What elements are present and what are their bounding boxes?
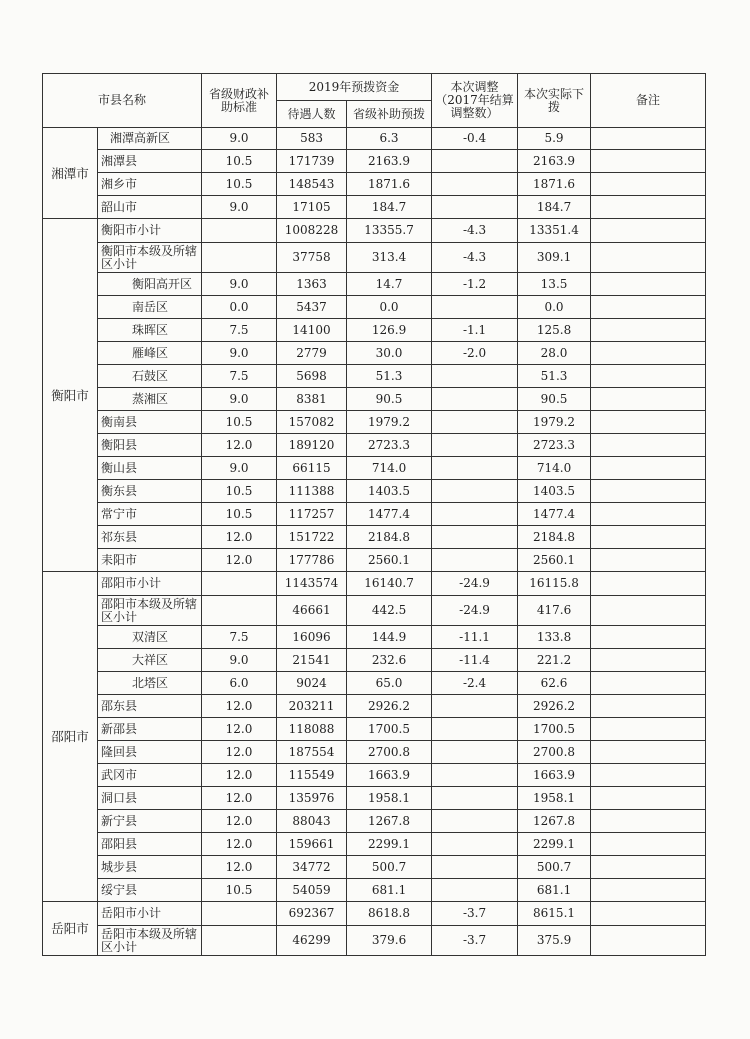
subsidy-cell: 2723.3	[347, 434, 432, 457]
people-cell: 1008228	[277, 219, 347, 243]
header-prefund: 2019年预拨资金	[277, 74, 432, 101]
note-cell	[591, 764, 706, 787]
table-row	[43, 810, 706, 833]
subsidy-cell: 90.5	[347, 388, 432, 411]
adjust-cell: -11.4	[432, 649, 518, 672]
people-cell: 159661	[277, 833, 347, 856]
table-row	[43, 434, 706, 457]
note-cell	[591, 833, 706, 856]
adjust-cell	[432, 434, 518, 457]
county-name-cell: 邵阳县	[98, 833, 202, 856]
adjust-cell	[432, 480, 518, 503]
people-cell: 1363	[277, 273, 347, 296]
people-cell: 583	[277, 128, 347, 150]
county-name-cell: 新邵县	[98, 718, 202, 741]
adjust-cell	[432, 833, 518, 856]
table-row	[43, 741, 706, 764]
county-name-cell: 隆回县	[98, 741, 202, 764]
actual-cell: 309.1	[518, 243, 591, 273]
people-cell: 16096	[277, 626, 347, 649]
table-row	[43, 365, 706, 388]
note-cell	[591, 219, 706, 243]
table-row	[43, 626, 706, 649]
table-row	[43, 243, 706, 273]
standard-cell: 12.0	[202, 833, 277, 856]
people-cell: 1143574	[277, 572, 347, 596]
table-row	[43, 342, 706, 365]
adjust-cell: -4.3	[432, 243, 518, 273]
subsidy-cell: 500.7	[347, 856, 432, 879]
standard-cell	[202, 572, 277, 596]
county-name-cell: 衡山县	[98, 457, 202, 480]
subsidy-cell: 2926.2	[347, 695, 432, 718]
standard-cell: 6.0	[202, 672, 277, 695]
adjust-cell: -2.4	[432, 672, 518, 695]
table-row	[43, 273, 706, 296]
standard-cell: 10.5	[202, 879, 277, 902]
subsidy-cell: 126.9	[347, 319, 432, 342]
subsidy-cell: 313.4	[347, 243, 432, 273]
people-cell: 46299	[277, 926, 347, 956]
table-row	[43, 411, 706, 434]
actual-cell: 1403.5	[518, 480, 591, 503]
adjust-cell	[432, 411, 518, 434]
actual-cell: 221.2	[518, 649, 591, 672]
actual-cell: 2184.8	[518, 526, 591, 549]
subsidy-cell: 2700.8	[347, 741, 432, 764]
subsidy-cell: 714.0	[347, 457, 432, 480]
people-cell: 148543	[277, 173, 347, 196]
note-cell	[591, 173, 706, 196]
note-cell	[591, 342, 706, 365]
subsidy-cell: 0.0	[347, 296, 432, 319]
adjust-cell	[432, 365, 518, 388]
note-cell	[591, 457, 706, 480]
note-cell	[591, 810, 706, 833]
county-name-cell: 衡东县	[98, 480, 202, 503]
adjust-cell: -11.1	[432, 626, 518, 649]
standard-cell: 12.0	[202, 695, 277, 718]
standard-cell: 12.0	[202, 764, 277, 787]
people-cell: 46661	[277, 596, 347, 626]
subsidy-cell: 30.0	[347, 342, 432, 365]
subsidy-cell: 379.6	[347, 926, 432, 956]
subsidy-cell: 184.7	[347, 196, 432, 219]
header-standard: 省级财政补助标准	[202, 74, 277, 128]
header-adjust: 本次调整（2017年结算调整数）	[432, 74, 518, 128]
note-cell	[591, 388, 706, 411]
funding-table	[42, 73, 706, 956]
table-row	[43, 219, 706, 243]
note-cell	[591, 718, 706, 741]
county-name-cell: 岳阳市本级及所辖区小计	[98, 926, 202, 956]
county-name-cell: 北塔区	[98, 672, 202, 695]
actual-cell: 62.6	[518, 672, 591, 695]
subsidy-cell: 144.9	[347, 626, 432, 649]
actual-cell: 5.9	[518, 128, 591, 150]
people-cell: 14100	[277, 319, 347, 342]
people-cell: 5698	[277, 365, 347, 388]
people-cell: 115549	[277, 764, 347, 787]
adjust-cell: -3.7	[432, 926, 518, 956]
actual-cell: 1700.5	[518, 718, 591, 741]
county-name-cell: 武冈市	[98, 764, 202, 787]
note-cell	[591, 503, 706, 526]
county-name-cell: 大祥区	[98, 649, 202, 672]
county-name-cell: 珠晖区	[98, 319, 202, 342]
county-name-cell: 湘乡市	[98, 173, 202, 196]
adjust-cell	[432, 549, 518, 572]
note-cell	[591, 150, 706, 173]
actual-cell: 417.6	[518, 596, 591, 626]
table-row	[43, 388, 706, 411]
actual-cell: 16115.8	[518, 572, 591, 596]
subsidy-cell: 1958.1	[347, 787, 432, 810]
note-cell	[591, 879, 706, 902]
table-row	[43, 926, 706, 956]
actual-cell: 2926.2	[518, 695, 591, 718]
adjust-cell	[432, 718, 518, 741]
subsidy-cell: 1663.9	[347, 764, 432, 787]
note-cell	[591, 365, 706, 388]
standard-cell: 12.0	[202, 526, 277, 549]
note-cell	[591, 695, 706, 718]
actual-cell: 500.7	[518, 856, 591, 879]
standard-cell: 12.0	[202, 741, 277, 764]
note-cell	[591, 319, 706, 342]
actual-cell: 0.0	[518, 296, 591, 319]
standard-cell: 10.5	[202, 480, 277, 503]
note-cell	[591, 273, 706, 296]
county-name-cell: 祁东县	[98, 526, 202, 549]
standard-cell: 12.0	[202, 856, 277, 879]
adjust-cell	[432, 695, 518, 718]
actual-cell: 1267.8	[518, 810, 591, 833]
standard-cell: 0.0	[202, 296, 277, 319]
adjust-cell	[432, 150, 518, 173]
subsidy-cell: 1267.8	[347, 810, 432, 833]
table-row	[43, 526, 706, 549]
county-name-cell: 洞口县	[98, 787, 202, 810]
table-row	[43, 128, 706, 150]
table-row	[43, 572, 706, 596]
county-name-cell: 湘潭高新区	[98, 128, 202, 150]
subsidy-cell: 14.7	[347, 273, 432, 296]
actual-cell: 8615.1	[518, 902, 591, 926]
table-row	[43, 833, 706, 856]
standard-cell: 10.5	[202, 411, 277, 434]
adjust-cell	[432, 741, 518, 764]
actual-cell: 2700.8	[518, 741, 591, 764]
people-cell: 21541	[277, 649, 347, 672]
actual-cell: 13351.4	[518, 219, 591, 243]
header-note: 备注	[591, 74, 706, 128]
table-row	[43, 457, 706, 480]
actual-cell: 2163.9	[518, 150, 591, 173]
subsidy-cell: 442.5	[347, 596, 432, 626]
county-name-cell: 常宁市	[98, 503, 202, 526]
standard-cell	[202, 596, 277, 626]
actual-cell: 184.7	[518, 196, 591, 219]
people-cell: 8381	[277, 388, 347, 411]
subsidy-cell: 232.6	[347, 649, 432, 672]
actual-cell: 2560.1	[518, 549, 591, 572]
county-name-cell: 邵阳市本级及所辖区小计	[98, 596, 202, 626]
actual-cell: 28.0	[518, 342, 591, 365]
people-cell: 5437	[277, 296, 347, 319]
table-row	[43, 319, 706, 342]
table-row	[43, 649, 706, 672]
actual-cell: 1663.9	[518, 764, 591, 787]
standard-cell: 9.0	[202, 273, 277, 296]
actual-cell: 90.5	[518, 388, 591, 411]
adjust-cell: -24.9	[432, 596, 518, 626]
county-name-cell: 城步县	[98, 856, 202, 879]
standard-cell: 12.0	[202, 787, 277, 810]
standard-cell: 10.5	[202, 503, 277, 526]
actual-cell: 133.8	[518, 626, 591, 649]
people-cell: 157082	[277, 411, 347, 434]
standard-cell: 12.0	[202, 434, 277, 457]
note-cell	[591, 902, 706, 926]
city-cell: 湘潭市	[43, 128, 98, 219]
adjust-cell	[432, 196, 518, 219]
standard-cell: 9.0	[202, 342, 277, 365]
table-row	[43, 150, 706, 173]
people-cell: 151722	[277, 526, 347, 549]
table-row	[43, 480, 706, 503]
county-name-cell: 衡南县	[98, 411, 202, 434]
standard-cell: 9.0	[202, 457, 277, 480]
people-cell: 118088	[277, 718, 347, 741]
county-name-cell: 邵阳市小计	[98, 572, 202, 596]
adjust-cell	[432, 526, 518, 549]
people-cell: 9024	[277, 672, 347, 695]
adjust-cell: -1.1	[432, 319, 518, 342]
people-cell: 135976	[277, 787, 347, 810]
table-body	[43, 128, 706, 956]
county-name-cell: 雁峰区	[98, 342, 202, 365]
people-cell: 37758	[277, 243, 347, 273]
county-name-cell: 耒阳市	[98, 549, 202, 572]
people-cell: 177786	[277, 549, 347, 572]
people-cell: 66115	[277, 457, 347, 480]
people-cell: 54059	[277, 879, 347, 902]
table-row	[43, 196, 706, 219]
county-name-cell: 衡阳市小计	[98, 219, 202, 243]
table-row	[43, 764, 706, 787]
note-cell	[591, 596, 706, 626]
table-row	[43, 718, 706, 741]
adjust-cell	[432, 296, 518, 319]
actual-cell: 51.3	[518, 365, 591, 388]
adjust-cell	[432, 856, 518, 879]
city-cell: 衡阳市	[43, 219, 98, 572]
note-cell	[591, 196, 706, 219]
standard-cell: 9.0	[202, 649, 277, 672]
note-cell	[591, 787, 706, 810]
note-cell	[591, 572, 706, 596]
county-name-cell: 南岳区	[98, 296, 202, 319]
note-cell	[591, 243, 706, 273]
adjust-cell: -2.0	[432, 342, 518, 365]
people-cell: 117257	[277, 503, 347, 526]
actual-cell: 13.5	[518, 273, 591, 296]
people-cell: 187554	[277, 741, 347, 764]
people-cell: 34772	[277, 856, 347, 879]
note-cell	[591, 549, 706, 572]
county-name-cell: 石鼓区	[98, 365, 202, 388]
table-row	[43, 596, 706, 626]
people-cell: 692367	[277, 902, 347, 926]
note-cell	[591, 649, 706, 672]
actual-cell: 1979.2	[518, 411, 591, 434]
standard-cell	[202, 219, 277, 243]
note-cell	[591, 856, 706, 879]
county-name-cell: 双清区	[98, 626, 202, 649]
adjust-cell	[432, 879, 518, 902]
city-cell: 岳阳市	[43, 902, 98, 956]
subsidy-cell: 1403.5	[347, 480, 432, 503]
people-cell: 203211	[277, 695, 347, 718]
subsidy-cell: 8618.8	[347, 902, 432, 926]
standard-cell: 7.5	[202, 365, 277, 388]
standard-cell	[202, 243, 277, 273]
subsidy-cell: 65.0	[347, 672, 432, 695]
subsidy-cell: 16140.7	[347, 572, 432, 596]
actual-cell: 125.8	[518, 319, 591, 342]
subsidy-cell: 1979.2	[347, 411, 432, 434]
actual-cell: 1477.4	[518, 503, 591, 526]
people-cell: 17105	[277, 196, 347, 219]
subsidy-cell: 13355.7	[347, 219, 432, 243]
adjust-cell	[432, 764, 518, 787]
standard-cell: 9.0	[202, 128, 277, 150]
county-name-cell: 衡阳县	[98, 434, 202, 457]
people-cell: 88043	[277, 810, 347, 833]
actual-cell: 1958.1	[518, 787, 591, 810]
actual-cell: 681.1	[518, 879, 591, 902]
standard-cell: 7.5	[202, 319, 277, 342]
county-name-cell: 蒸湘区	[98, 388, 202, 411]
county-name-cell: 衡阳高开区	[98, 273, 202, 296]
table-row	[43, 549, 706, 572]
standard-cell: 9.0	[202, 388, 277, 411]
table-header	[43, 74, 706, 128]
subsidy-cell: 1700.5	[347, 718, 432, 741]
standard-cell	[202, 902, 277, 926]
county-name-cell: 韶山市	[98, 196, 202, 219]
standard-cell: 12.0	[202, 718, 277, 741]
county-name-cell: 邵东县	[98, 695, 202, 718]
table-row	[43, 856, 706, 879]
subsidy-cell: 6.3	[347, 128, 432, 150]
people-cell: 2779	[277, 342, 347, 365]
adjust-cell	[432, 810, 518, 833]
note-cell	[591, 526, 706, 549]
note-cell	[591, 411, 706, 434]
note-cell	[591, 672, 706, 695]
county-name-cell: 绥宁县	[98, 879, 202, 902]
adjust-cell: -1.2	[432, 273, 518, 296]
subsidy-cell: 2184.8	[347, 526, 432, 549]
note-cell	[591, 128, 706, 150]
subsidy-cell: 51.3	[347, 365, 432, 388]
actual-cell: 714.0	[518, 457, 591, 480]
table-row	[43, 695, 706, 718]
people-cell: 111388	[277, 480, 347, 503]
people-cell: 189120	[277, 434, 347, 457]
header-name: 市县名称	[43, 74, 202, 128]
table-row	[43, 672, 706, 695]
standard-cell: 12.0	[202, 810, 277, 833]
table-row	[43, 503, 706, 526]
adjust-cell: -24.9	[432, 572, 518, 596]
note-cell	[591, 434, 706, 457]
subsidy-cell: 2299.1	[347, 833, 432, 856]
county-name-cell: 岳阳市小计	[98, 902, 202, 926]
adjust-cell	[432, 787, 518, 810]
adjust-cell	[432, 173, 518, 196]
standard-cell	[202, 926, 277, 956]
county-name-cell: 湘潭县	[98, 150, 202, 173]
table-row	[43, 902, 706, 926]
adjust-cell	[432, 503, 518, 526]
table-row	[43, 787, 706, 810]
adjust-cell: -3.7	[432, 902, 518, 926]
subsidy-cell: 681.1	[347, 879, 432, 902]
subsidy-cell: 1871.6	[347, 173, 432, 196]
adjust-cell: -4.3	[432, 219, 518, 243]
header-subsidy: 省级补助预拨	[347, 101, 432, 128]
header-people: 待遇人数	[277, 101, 347, 128]
table-row	[43, 296, 706, 319]
adjust-cell: -0.4	[432, 128, 518, 150]
standard-cell: 12.0	[202, 549, 277, 572]
note-cell	[591, 480, 706, 503]
standard-cell: 10.5	[202, 150, 277, 173]
header-actual: 本次实际下拨	[518, 74, 591, 128]
actual-cell: 2299.1	[518, 833, 591, 856]
adjust-cell	[432, 388, 518, 411]
actual-cell: 1871.6	[518, 173, 591, 196]
actual-cell: 375.9	[518, 926, 591, 956]
standard-cell: 7.5	[202, 626, 277, 649]
note-cell	[591, 926, 706, 956]
subsidy-cell: 1477.4	[347, 503, 432, 526]
county-name-cell: 衡阳市本级及所辖区小计	[98, 243, 202, 273]
note-cell	[591, 626, 706, 649]
subsidy-cell: 2163.9	[347, 150, 432, 173]
note-cell	[591, 741, 706, 764]
note-cell	[591, 296, 706, 319]
table-row	[43, 879, 706, 902]
standard-cell: 9.0	[202, 196, 277, 219]
county-name-cell: 新宁县	[98, 810, 202, 833]
subsidy-cell: 2560.1	[347, 549, 432, 572]
standard-cell: 10.5	[202, 173, 277, 196]
actual-cell: 2723.3	[518, 434, 591, 457]
people-cell: 171739	[277, 150, 347, 173]
city-cell: 邵阳市	[43, 572, 98, 902]
adjust-cell	[432, 457, 518, 480]
table-row	[43, 173, 706, 196]
